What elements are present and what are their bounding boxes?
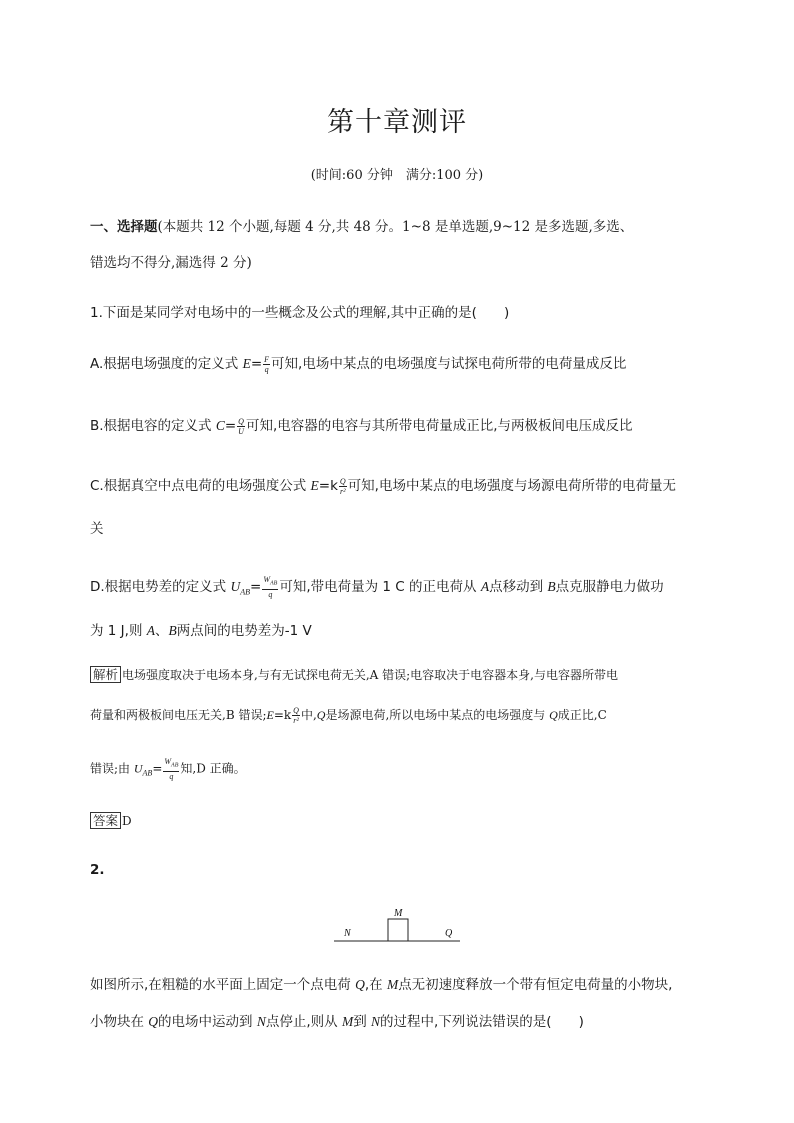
fraction-wab-over-q-analysis: $\frac{W_{AB}}{q}$ [164, 757, 179, 781]
analysis-line2: 荷量和两极板间电压无关,B 错误;E=k $\frac{Q}{\text{r²}}$ 中,Q是场源电荷,所以电场中某点的电场强度与 Q成正比,C [90, 706, 607, 725]
analysis-tag: 解析 [90, 666, 121, 683]
label-q: Q [445, 928, 453, 939]
block-m [388, 919, 408, 941]
question-2-line2: 小物块在 Q的电场中运动到 N点停止,则从 M到 N的过程中,下列说法错误的是( ) [90, 1014, 584, 1030]
question-2-line1: 如图所示,在粗糙的水平面上固定一个点电荷 Q,在 M点无初速度释放一个带有恒定电荷量的小物块, [90, 977, 673, 993]
option-d-line2: 为 1 J,则 A、B两点间的电势差为-1 V [90, 623, 312, 639]
analysis-line3: 错误;由 $U_{AB}=$ $\frac{W_{AB}}{q}$ 知,D 正确。 [90, 757, 246, 781]
answer-tag: 答案 [90, 812, 121, 829]
section-instructions-line1: 一、选择题(本题共 12 个小题,每题 4 分,共 48 分。1~8 是单选题,9~12 是多选题,多选、 [90, 219, 634, 235]
fraction-q-over-u: $\frac{Q}{U}$ [238, 416, 244, 436]
section-heading: 一、选择题 [90, 219, 158, 235]
fraction-q-over-r2-analysis: $\frac{Q}{\text{r²}}$ [293, 706, 299, 725]
option-c: C.根据真空中点电荷的电场强度公式 E=k $\frac{Q}{\text{r²}}$ 可知,电场中某点的电场强度与场源电荷所带的电荷量无 [90, 476, 676, 496]
fraction-q-over-r2: $\frac{Q}{\text{r²}}$ [339, 476, 346, 496]
option-a: A.根据电场强度的定义式 E= $\frac{F}{q}$ 可知,电场中某点的电场强度与试探电荷所带的电荷量成反比 [90, 354, 627, 374]
question-2-figure [330, 905, 465, 945]
analysis-line1: 解析 电场强度取决于电场本身,与有无试探电荷无关,A 错误;电容取决于电容器本身,与电容器所带电 [90, 666, 618, 683]
page-subtitle: (时间:60 分钟 满分:100 分) [310, 168, 484, 183]
question-2-number: 2. [90, 862, 105, 878]
fraction-f-over-q: $\frac{F}{q}$ [264, 354, 270, 374]
answer-value: D [122, 814, 132, 828]
answer-line [90, 812, 132, 829]
option-b: B.根据电容的定义式 C= $\frac{Q}{U}$ 可知,电容器的电容与其所带电荷量成正比,与两极板间电压成反比 [90, 416, 633, 436]
label-m: M [394, 908, 403, 919]
fraction-wab-over-q: $\frac{W_{AB}}{q}$ [263, 575, 278, 599]
option-d: D.根据电势差的定义式 $U_{AB}=$ $\frac{W_{AB}}{q}$ 可知,带电荷量为 1 C 的正电荷从 A点移动到 B点克服静电力做功 [90, 575, 664, 599]
question-1-stem: 1.下面是某同学对电场中的一些概念及公式的理解,其中正确的是( ) [90, 305, 510, 321]
label-n: N [344, 928, 351, 939]
page-title: 第十章测评 [327, 107, 467, 138]
section-instructions-line2: 错选均不得分,漏选得 2 分) [90, 255, 252, 271]
option-c-line2: 关 [90, 521, 104, 537]
